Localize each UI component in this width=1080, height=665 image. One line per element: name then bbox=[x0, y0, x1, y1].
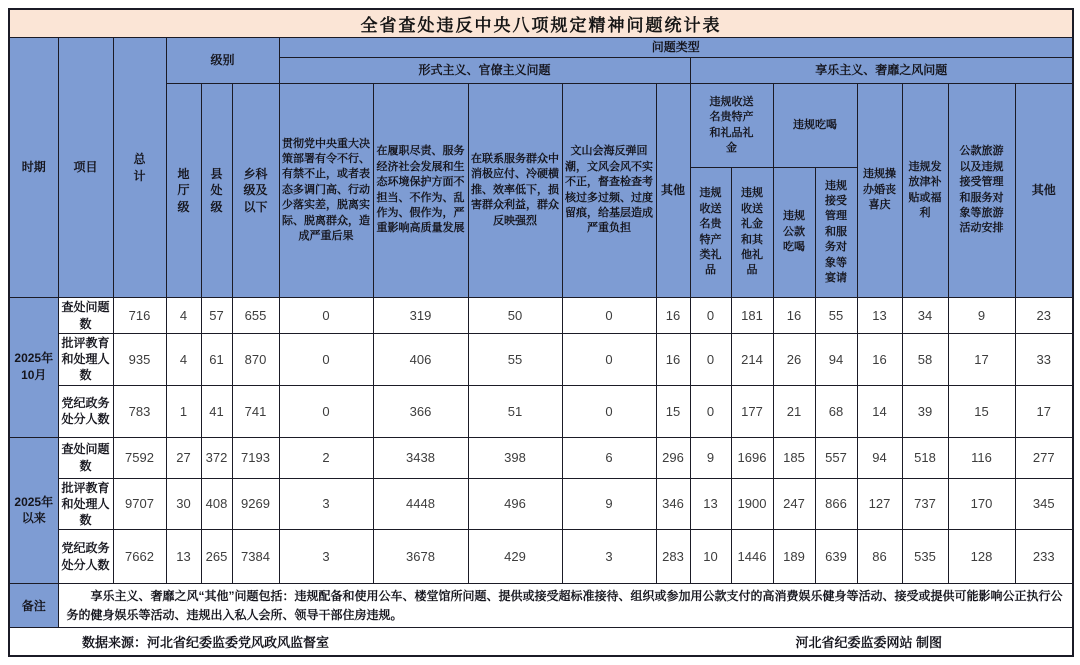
header-gifts-group: 违规收送名贵特产和礼品礼金 bbox=[690, 84, 773, 168]
data-cell: 783 bbox=[113, 385, 166, 437]
data-cell: 6 bbox=[562, 437, 656, 478]
table-row bbox=[9, 334, 1073, 386]
data-cell: 277 bbox=[1015, 437, 1073, 478]
remark-body bbox=[58, 584, 1073, 628]
header-formalism-other: 其他 bbox=[656, 84, 690, 298]
data-cell: 9 bbox=[562, 478, 656, 530]
data-cell: 408 bbox=[201, 478, 232, 530]
data-cell: 283 bbox=[656, 530, 690, 584]
data-cell: 189 bbox=[773, 530, 815, 584]
remark-row bbox=[9, 584, 1073, 628]
remark-text: 享乐主义、奢靡之风“其他”问题包括：违规配备和使用公车、楼堂馆所问题、提供或接受超标准接待、组织或参加用公款支付的高消费娱乐健身等活动、接受或提供可能影响公正执行公务的健身娱乐等活动、违规出入私人会所、领导干部住房违规。 bbox=[66, 589, 1063, 622]
data-cell: 7384 bbox=[232, 530, 279, 584]
data-cell: 39 bbox=[902, 385, 948, 437]
data-cell: 366 bbox=[373, 385, 468, 437]
header-item: 项目 bbox=[58, 38, 113, 298]
data-cell: 346 bbox=[656, 478, 690, 530]
data-cell: 21 bbox=[773, 385, 815, 437]
header-level-group: 级别 bbox=[166, 38, 279, 84]
data-cell: 14 bbox=[857, 385, 902, 437]
data-cell: 7662 bbox=[113, 530, 166, 584]
credit-text: 河北省纪委监委网站 制图 bbox=[795, 635, 943, 651]
data-cell: 1 bbox=[166, 385, 201, 437]
header-formalism-col-2: 在履职尽责、服务经济社会发展和生态环境保护方面不担当、不作为、乱作为、假作为，严重影响高质量发展 bbox=[373, 84, 468, 298]
header-period: 时期 bbox=[9, 38, 58, 298]
data-cell: 30 bbox=[166, 478, 201, 530]
data-cell: 0 bbox=[279, 385, 373, 437]
data-cell: 296 bbox=[656, 437, 690, 478]
data-cell: 4 bbox=[166, 334, 201, 386]
data-cell: 496 bbox=[468, 478, 562, 530]
period-label-since-2025: 2025年以来 bbox=[9, 437, 58, 584]
data-cell: 716 bbox=[113, 298, 166, 334]
data-cell: 406 bbox=[373, 334, 468, 386]
data-cell: 737 bbox=[902, 478, 948, 530]
footer bbox=[9, 628, 1073, 656]
table-row bbox=[9, 385, 1073, 437]
data-cell: 9 bbox=[690, 437, 731, 478]
remark-label: 备注 bbox=[9, 584, 58, 628]
data-cell: 3678 bbox=[373, 530, 468, 584]
data-cell: 68 bbox=[815, 385, 857, 437]
data-cell: 518 bbox=[902, 437, 948, 478]
data-cell: 17 bbox=[948, 334, 1015, 386]
data-cell: 116 bbox=[948, 437, 1015, 478]
header-gifts-cash: 违规收送礼金和其他礼品 bbox=[731, 168, 773, 298]
data-cell: 557 bbox=[815, 437, 857, 478]
data-cell: 866 bbox=[815, 478, 857, 530]
header-hedonism-other: 其他 bbox=[1015, 84, 1073, 298]
data-cell: 0 bbox=[279, 334, 373, 386]
header-dining-banquets: 违规接受管理和服务对象等宴请 bbox=[815, 168, 857, 298]
data-cell: 9269 bbox=[232, 478, 279, 530]
data-cell: 0 bbox=[562, 385, 656, 437]
data-cell: 3 bbox=[562, 530, 656, 584]
data-cell: 94 bbox=[857, 437, 902, 478]
item-label: 批评教育和处理人数 bbox=[58, 334, 113, 386]
data-cell: 10 bbox=[690, 530, 731, 584]
data-cell: 265 bbox=[201, 530, 232, 584]
header-row-3 bbox=[9, 84, 1073, 168]
footer-row bbox=[9, 628, 1073, 656]
data-cell: 398 bbox=[468, 437, 562, 478]
item-label: 查处问题数 bbox=[58, 437, 113, 478]
header-dining-group: 违规吃喝 bbox=[773, 84, 857, 168]
data-cell: 429 bbox=[468, 530, 562, 584]
data-cell: 50 bbox=[468, 298, 562, 334]
data-cell: 935 bbox=[113, 334, 166, 386]
data-cell: 0 bbox=[562, 298, 656, 334]
statistics-table bbox=[8, 8, 1074, 657]
data-cell: 3438 bbox=[373, 437, 468, 478]
data-cell: 41 bbox=[201, 385, 232, 437]
data-cell: 0 bbox=[562, 334, 656, 386]
header-row-1 bbox=[9, 38, 1073, 58]
header-level-township: 乡科级及以下 bbox=[232, 84, 279, 298]
data-cell: 870 bbox=[232, 334, 279, 386]
data-cell: 27 bbox=[166, 437, 201, 478]
header-formalism-group: 形式主义、官僚主义问题 bbox=[279, 58, 690, 84]
data-cell: 247 bbox=[773, 478, 815, 530]
data-cell: 58 bbox=[902, 334, 948, 386]
data-cell: 94 bbox=[815, 334, 857, 386]
header-formalism-col-1: 贯彻党中央重大决策部署有令不行、有禁不止，或者表态多调门高、行动少落实差，脱离实际、脱离群众，造成严重后果 bbox=[279, 84, 373, 298]
data-cell: 34 bbox=[902, 298, 948, 334]
statistics-sheet bbox=[8, 8, 1074, 657]
data-cell: 181 bbox=[731, 298, 773, 334]
data-cell: 372 bbox=[201, 437, 232, 478]
header-formalism-col-3: 在联系服务群众中消极应付、冷硬横推、效率低下，损害群众利益，群众反映强烈 bbox=[468, 84, 562, 298]
data-cell: 3 bbox=[279, 478, 373, 530]
data-cell: 13 bbox=[690, 478, 731, 530]
data-cell: 185 bbox=[773, 437, 815, 478]
data-cell: 1696 bbox=[731, 437, 773, 478]
header-public-funded-travel: 公款旅游以及违规接受管理和服务对象等旅游活动安排 bbox=[948, 84, 1015, 298]
data-cell: 319 bbox=[373, 298, 468, 334]
header-problem-type-group: 问题类型 bbox=[279, 38, 1073, 58]
data-cell: 4448 bbox=[373, 478, 468, 530]
page-title: 全省查处违反中央八项规定精神问题统计表 bbox=[9, 9, 1073, 38]
header-level-county: 县处级 bbox=[201, 84, 232, 298]
data-cell: 128 bbox=[948, 530, 1015, 584]
header-hedonism-group: 享乐主义、奢靡之风问题 bbox=[690, 58, 1073, 84]
item-label: 批评教育和处理人数 bbox=[58, 478, 113, 530]
table-row bbox=[9, 530, 1073, 584]
item-label: 党纪政务处分人数 bbox=[58, 385, 113, 437]
data-source-text: 数据来源：河北省纪委监委党风政风监督室 bbox=[82, 635, 330, 651]
header-weddings-funerals: 违规操办婚丧喜庆 bbox=[857, 84, 902, 298]
data-cell: 1900 bbox=[731, 478, 773, 530]
data-cell: 55 bbox=[815, 298, 857, 334]
data-cell: 51 bbox=[468, 385, 562, 437]
data-cell: 9707 bbox=[113, 478, 166, 530]
data-cell: 16 bbox=[857, 334, 902, 386]
header-total: 总计 bbox=[113, 38, 166, 298]
header-gifts-specialty: 违规收送名贵特产类礼品 bbox=[690, 168, 731, 298]
data-cell: 17 bbox=[1015, 385, 1073, 437]
data-cell: 23 bbox=[1015, 298, 1073, 334]
data-cell: 16 bbox=[656, 334, 690, 386]
data-cell: 55 bbox=[468, 334, 562, 386]
data-cell: 233 bbox=[1015, 530, 1073, 584]
data-cell: 57 bbox=[201, 298, 232, 334]
data-cell: 15 bbox=[656, 385, 690, 437]
data-cell: 0 bbox=[690, 385, 731, 437]
data-cell: 13 bbox=[857, 298, 902, 334]
data-cell: 655 bbox=[232, 298, 279, 334]
data-cell: 2 bbox=[279, 437, 373, 478]
header-level-prefecture: 地厅级 bbox=[166, 84, 201, 298]
data-cell: 3 bbox=[279, 530, 373, 584]
data-cell: 7193 bbox=[232, 437, 279, 478]
data-cell: 15 bbox=[948, 385, 1015, 437]
data-cell: 16 bbox=[773, 298, 815, 334]
data-cell: 16 bbox=[656, 298, 690, 334]
data-cell: 214 bbox=[731, 334, 773, 386]
data-cell: 0 bbox=[690, 298, 731, 334]
data-cell: 13 bbox=[166, 530, 201, 584]
data-cell: 1446 bbox=[731, 530, 773, 584]
data-cell: 177 bbox=[731, 385, 773, 437]
period-label-oct-2025: 2025年10月 bbox=[9, 298, 58, 438]
item-label: 党纪政务处分人数 bbox=[58, 530, 113, 584]
data-cell: 33 bbox=[1015, 334, 1073, 386]
data-cell: 0 bbox=[690, 334, 731, 386]
table-row bbox=[9, 437, 1073, 478]
header-allowances: 违规发放津补贴或福利 bbox=[902, 84, 948, 298]
table-row bbox=[9, 478, 1073, 530]
title-row bbox=[9, 9, 1073, 38]
data-cell: 170 bbox=[948, 478, 1015, 530]
data-cell: 61 bbox=[201, 334, 232, 386]
item-label: 查处问题数 bbox=[58, 298, 113, 334]
data-cell: 127 bbox=[857, 478, 902, 530]
header-dining-public-funds: 违规公款吃喝 bbox=[773, 168, 815, 298]
data-cell: 345 bbox=[1015, 478, 1073, 530]
data-cell: 86 bbox=[857, 530, 902, 584]
data-cell: 26 bbox=[773, 334, 815, 386]
data-cell: 535 bbox=[902, 530, 948, 584]
table-row bbox=[9, 298, 1073, 334]
data-cell: 7592 bbox=[113, 437, 166, 478]
data-cell: 0 bbox=[279, 298, 373, 334]
data-cell: 9 bbox=[948, 298, 1015, 334]
data-cell: 639 bbox=[815, 530, 857, 584]
data-cell: 4 bbox=[166, 298, 201, 334]
header-formalism-col-4: 文山会海反弹回潮，文风会风不实不正，督查检查考核过多过频、过度留痕，给基层造成严重负担 bbox=[562, 84, 656, 298]
data-cell: 741 bbox=[232, 385, 279, 437]
